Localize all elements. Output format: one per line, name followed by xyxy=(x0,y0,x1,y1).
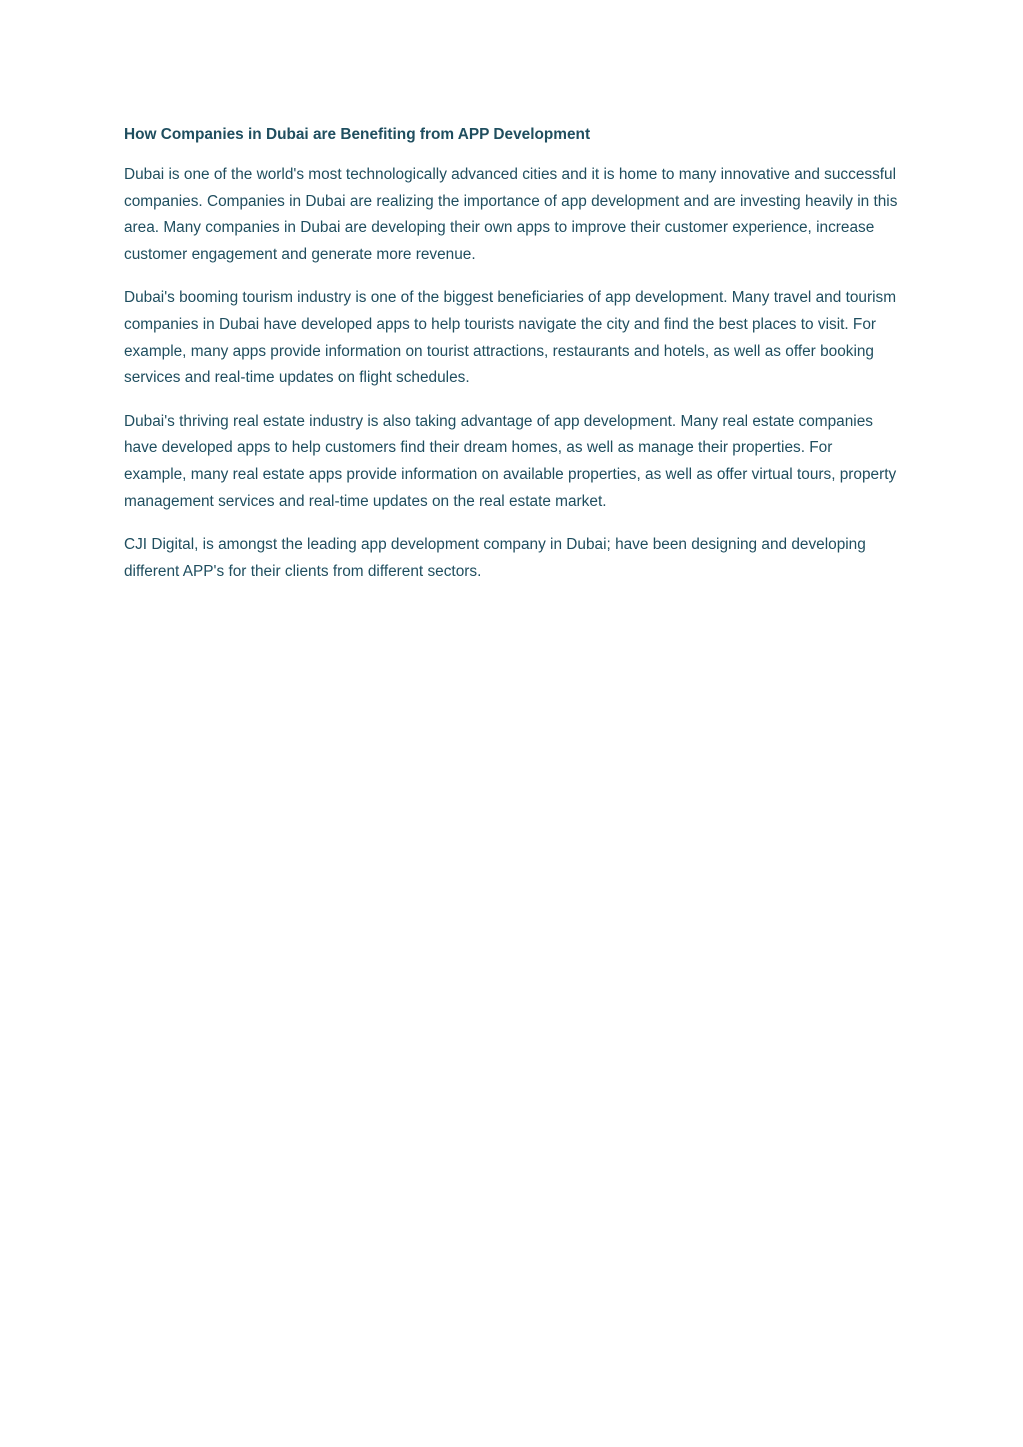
document-title: How Companies in Dubai are Benefiting from APP Development xyxy=(124,126,591,143)
document-body xyxy=(124,124,899,602)
paragraph-tourism: Dubai's booming tourism industry is one of the biggest beneficiaries of app development. Many travel and tourism companies in Dubai have developed apps to help tourists navigate the city and find the best places to visit. For example, many apps provide information on tourist attractions, restaurants and hotels, as well as offer booking services and real-time updates on flight schedules. xyxy=(124,289,897,387)
paragraph-real-estate: Dubai's thriving real estate industry is also taking advantage of app development. Many real estate companies have developed apps to help customers find their dream homes, as well as manage their properties. For example, many real estate apps provide information on available properties, as well as offer virtual tours, property management services and real-time updates on the real estate market. xyxy=(124,412,897,510)
paragraph-intro: Dubai is one of the world's most technologically advanced cities and it is home to many innovative and successful companies. Companies in Dubai are realizing the importance of app development and are investing heavily in this area. Many companies in Dubai are developing their own apps to improve their customer experience, increase customer engagement and generate more revenue. xyxy=(124,166,898,263)
paragraph-cji-digital: CJI Digital, is amongst the leading app development company in Dubai; have been designing and developing different APP's for their clients from different sectors. xyxy=(124,536,866,580)
